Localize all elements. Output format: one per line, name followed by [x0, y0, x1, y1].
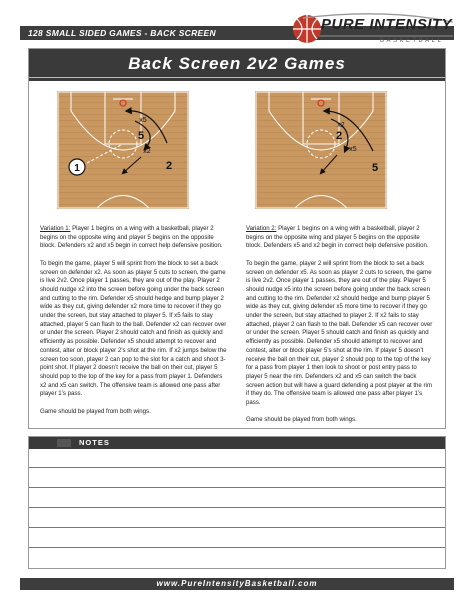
- variation-2-label: Variation 2:: [246, 225, 277, 232]
- notes-line: [29, 507, 445, 508]
- notes-box: [28, 436, 446, 569]
- variation-2-intro: [246, 225, 434, 251]
- variation-1-label: Variation 1:: [40, 225, 71, 232]
- notes-line: [29, 467, 445, 468]
- player-1-label: 1: [74, 163, 80, 174]
- variation-1-intro: [40, 225, 228, 251]
- variation-1-closing: Game should be played from both wings.: [40, 407, 151, 415]
- player-5-label: 5: [137, 130, 145, 142]
- pure-intensity-logo: [285, 12, 455, 46]
- player-5-label: 5: [371, 162, 379, 174]
- notes-header: [29, 437, 445, 449]
- notes-label: NOTES: [79, 438, 110, 447]
- variation-2-intro-text: Player 1 begins on a wing with a basketball, player 2 begins on the opposite wing and player 5 begins on the opposite block. Defenders x5 and x2 begin in correct help defensive position.: [246, 225, 429, 250]
- notes-tab-marker: [57, 439, 71, 447]
- variation-2-closing: Game should be played from both wings.: [246, 416, 357, 424]
- title-bar: [29, 49, 445, 81]
- court-diagram-variation-2: [255, 91, 387, 209]
- logo-main-text: PURE INTENSITY: [321, 16, 453, 33]
- defender-x5-label: x5: [349, 146, 357, 153]
- variation-1-column: [40, 225, 228, 425]
- notes-line: [29, 487, 445, 488]
- notes-line: [29, 527, 445, 528]
- page-title: Back Screen 2v2 Games: [128, 54, 346, 73]
- variation-1-body: To begin the game, player 5 will sprint from the block to set a back screen on defender x2. As soon as player 5 cuts to screen, the game is live 2v2. Once player 1 passes, they are out of the play. Player 2 should nudge x2 into the screen before going under the back screen and cutting to the rim. Defender x5 should hedge and bump player 2 wide as they cut, giving defender x2 more time to recover if they go under the screen, but stay attached to player 5. If x5 fails to stay attached, player 5 can flash to the ball. Defender x2 can recover over or under the screen. Player 2 should catch and finish as quickly and efficiently as possible. Defender x5 should attempt to recover and contest, alter or block player 2’s shot at the rim. If x2 jumps below the screen too soon, player 2 can pop to the slot for a catch and shoot 3-point shot. If player 2 doesn’t receive the ball on their cut, player 5 should pop to the top of the key for a pass from player 1. Defenders x2 and x5 can switch. The offensive team is allowed one pass after player 1’s pass.: [40, 259, 227, 398]
- variation-2-body: To begin the game, player 2 will sprint from the block to set a back screen on defender x5. As soon as player 2 cuts to screen, the game is live 2v2. Once player 1 passes, they are out of the play. Player 5 should nudge x5 into the screen before going under the back screen and cutting to the rim. Defender x2 should hedge and bump player 5 wide as they cut, giving defender x5 more time to recover if they go under the screen, but stay attached to player 2. If x2 fails to stay attached, player 2 can flash to the ball. Defender x5 can recover over or under the screen. Player 5 should catch and finish as quickly and efficiently as possible. Defender x5 should attempt to recover and contest, alter or block player 5’s shot at the rim. If player 5 doesn’t receive the ball on their cut, player 2 should pop to the top of the key for a pass from player 1 then look to shoot or post entry pass to player 5 near the rim. Defenders x2 and x5 can switch the back screen action but will have a guard defending a post player at the rim if they do. The offensive team is allowed one pass after player 1’s pass.: [246, 259, 433, 407]
- variation-2-column: [246, 225, 434, 434]
- defender-x5-label: x5: [139, 117, 147, 124]
- logo-sub-text: BASKETBALL: [380, 38, 444, 44]
- footer-url-link[interactable]: www.PureIntensityBasketball.com: [156, 579, 318, 588]
- defender-x2-label: x2: [337, 122, 345, 129]
- defender-x2-label: x2: [143, 148, 151, 155]
- court-diagram-variation-1: [57, 91, 189, 209]
- section-title: 128 SMALL SIDED GAMES - BACK SCREEN: [28, 28, 216, 38]
- content-panel: [28, 48, 446, 429]
- variation-1-intro-text: Player 1 begins on a wing with a basketball, player 2 begins on the opposite wing and player 5 begins on the opposite block. Defenders x2 and x5 begin in correct help defensive position.: [40, 225, 223, 250]
- player-2-label: 2: [335, 130, 343, 142]
- player-2-label: 2: [165, 160, 173, 172]
- notes-line: [29, 547, 445, 548]
